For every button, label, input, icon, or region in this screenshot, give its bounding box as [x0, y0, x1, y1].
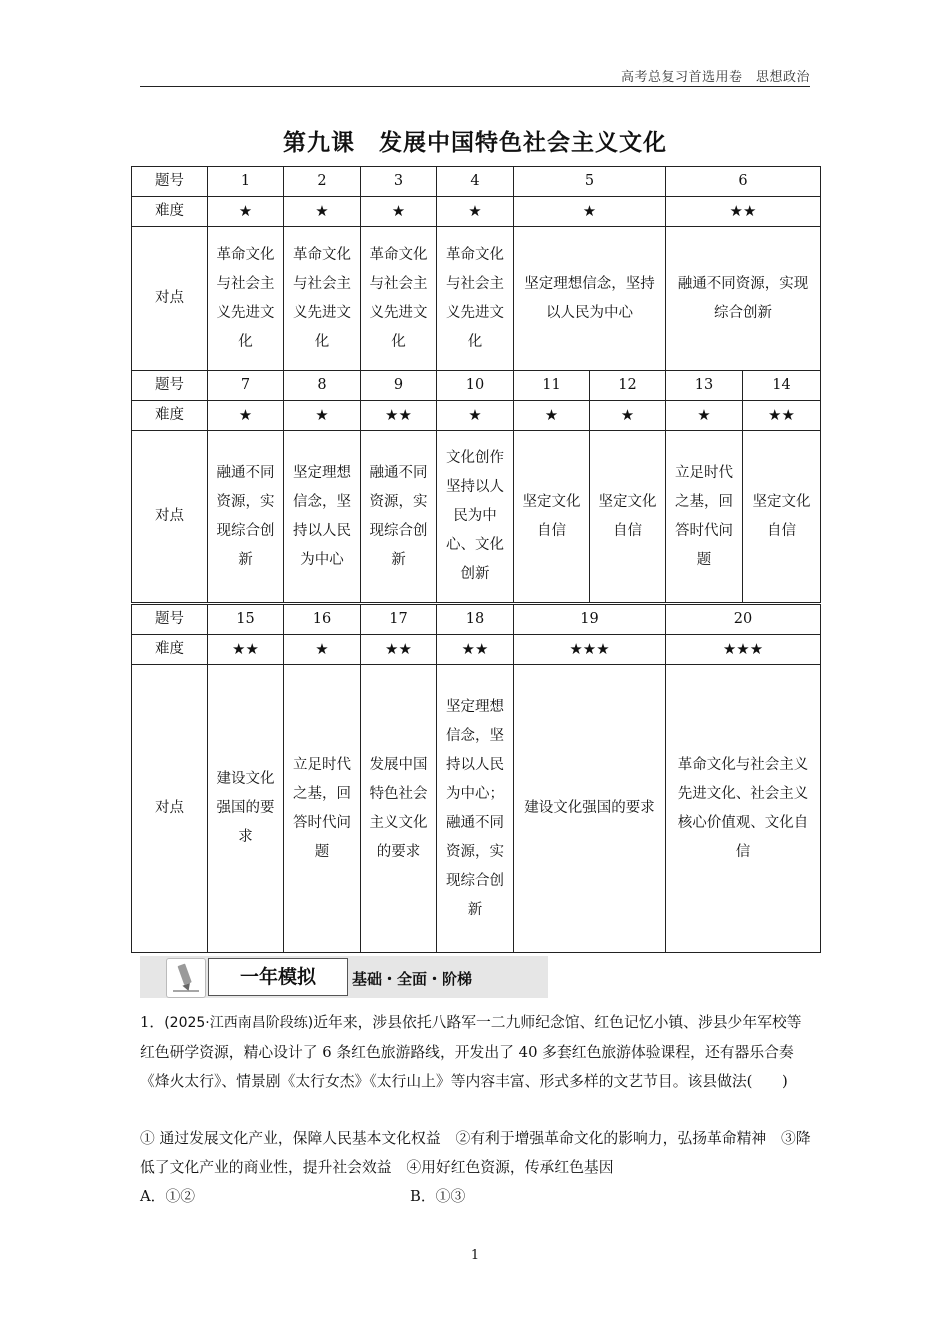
difficulty-stars: ★★★	[666, 635, 821, 665]
option-a[interactable]: A．①②	[140, 1188, 196, 1205]
difficulty-stars: ★★★	[514, 635, 666, 665]
q-num: 19	[514, 605, 666, 635]
difficulty-stars: ★★	[208, 635, 284, 665]
difficulty-stars: ★★	[743, 401, 821, 431]
page-number: 1	[470, 1248, 480, 1263]
point-cell: 建设文化强国的要求	[208, 665, 284, 953]
label-num: 题号	[132, 371, 208, 401]
q-num: 5	[514, 167, 666, 197]
difficulty-stars: ★★	[666, 197, 821, 227]
label-difficulty: 难度	[132, 635, 208, 665]
table-row	[132, 635, 821, 665]
q-num: 12	[590, 371, 666, 401]
point-cell: 坚定理想信念，坚持以人民为中心	[284, 431, 361, 603]
difficulty-stars: ★	[284, 401, 361, 431]
difficulty-stars: ★★	[361, 401, 437, 431]
difficulty-stars: ★	[284, 197, 361, 227]
banner-subtitle: 基础・全面・阶梯	[352, 970, 473, 988]
label-num: 题号	[132, 167, 208, 197]
header-text: 高考总复习首选用卷 思想政治	[620, 70, 810, 85]
banner-title: 一年模拟	[208, 958, 348, 996]
q-num: 14	[743, 371, 821, 401]
point-cell: 坚定理想信念，坚持以人民为中心	[514, 227, 666, 371]
difficulty-stars: ★	[361, 197, 437, 227]
q-num: 8	[284, 371, 361, 401]
difficulty-stars: ★	[514, 197, 666, 227]
label-difficulty: 难度	[132, 197, 208, 227]
difficulty-stars: ★	[666, 401, 743, 431]
option-b[interactable]: B．①③	[410, 1188, 466, 1205]
table-row	[132, 401, 821, 431]
q-num: 4	[437, 167, 514, 197]
label-difficulty: 难度	[132, 401, 208, 431]
point-cell: 革命文化与社会主义先进文化	[284, 227, 361, 371]
table-group-1	[131, 166, 821, 371]
difficulty-stars: ★★	[361, 635, 437, 665]
table-group-3	[131, 604, 821, 953]
point-cell: 融通不同资源，实现综合创新	[361, 431, 437, 603]
q-num: 11	[514, 371, 590, 401]
difficulty-stars: ★★	[437, 635, 514, 665]
point-cell: 革命文化与社会主义先进文化	[208, 227, 284, 371]
pencil-icon	[166, 958, 206, 998]
q-num: 16	[284, 605, 361, 635]
point-cell: 革命文化与社会主义先进文化	[437, 227, 514, 371]
point-cell: 坚定理想信念，坚持以人民为中心；融通不同资源，实现综合创新	[437, 665, 514, 953]
section-banner	[140, 956, 548, 998]
q-num: 1	[208, 167, 284, 197]
label-num: 题号	[132, 605, 208, 635]
point-cell: 坚定文化自信	[514, 431, 590, 603]
question-stem	[140, 1008, 812, 1096]
q-num: 2	[284, 167, 361, 197]
q-num: 6	[666, 167, 821, 197]
table-row	[132, 197, 821, 227]
difficulty-stars: ★	[437, 197, 514, 227]
point-cell: 建设文化强国的要求	[514, 665, 666, 953]
point-cell: 革命文化与社会主义先进文化、社会主义核心价值观、文化自信	[666, 665, 821, 953]
page-title: 第九课 发展中国特色社会主义文化	[283, 130, 667, 156]
question-number: 1．	[140, 1014, 165, 1031]
difficulty-stars: ★	[208, 401, 284, 431]
q-num: 3	[361, 167, 437, 197]
q-num: 15	[208, 605, 284, 635]
point-cell: 融通不同资源，实现综合创新	[208, 431, 284, 603]
label-point: 对点	[132, 431, 208, 603]
point-cell: 革命文化与社会主义先进文化	[361, 227, 437, 371]
label-point: 对点	[132, 227, 208, 371]
q-num: 18	[437, 605, 514, 635]
question-source: (2025·江西南昌阶段练)	[164, 1015, 314, 1031]
question-text: 近年来，涉县依托八路军一二九师纪念馆、红色记忆小镇、涉县少年军校等红色研学资源，精心设计了 6 条红色旅游路线，开发出了 40 多套红色旅游体验课程，还有器乐合奏《烽火太行》、情景剧《太行女杰》《太行山上》等内容丰富、形式多样的文艺节目。该县做法( )	[140, 1014, 802, 1090]
table-row	[132, 605, 821, 635]
difficulty-stars: ★	[437, 401, 514, 431]
q-num: 13	[666, 371, 743, 401]
point-cell: 发展中国特色社会主义文化的要求	[361, 665, 437, 953]
q-num: 9	[361, 371, 437, 401]
label-point: 对点	[132, 665, 208, 953]
question-statements: ① 通过发展文化产业，保障人民基本文化权益 ②有利于增强革命文化的影响力，弘扬革命精神 ③降低了文化产业的商业性，提升社会效益 ④用好红色资源，传承红色基因	[140, 1130, 811, 1176]
table-group-2	[131, 370, 821, 603]
table-row	[132, 167, 821, 197]
table-row	[132, 665, 821, 953]
point-cell: 融通不同资源，实现综合创新	[666, 227, 821, 371]
difficulty-stars: ★	[514, 401, 590, 431]
table-row	[132, 227, 821, 371]
difficulty-stars: ★	[208, 197, 284, 227]
difficulty-stars: ★	[284, 635, 361, 665]
point-cell: 立足时代之基，回答时代问题	[666, 431, 743, 603]
q-num: 10	[437, 371, 514, 401]
point-cell: 坚定文化自信	[743, 431, 821, 603]
table-row	[132, 431, 821, 603]
point-cell: 立足时代之基，回答时代问题	[284, 665, 361, 953]
q-num: 7	[208, 371, 284, 401]
point-cell: 坚定文化自信	[590, 431, 666, 603]
q-num: 17	[361, 605, 437, 635]
header-rule	[140, 86, 810, 87]
difficulty-stars: ★	[590, 401, 666, 431]
q-num: 20	[666, 605, 821, 635]
table-row	[132, 371, 821, 401]
point-cell: 文化创作坚持以人民为中心、文化创新	[437, 431, 514, 603]
